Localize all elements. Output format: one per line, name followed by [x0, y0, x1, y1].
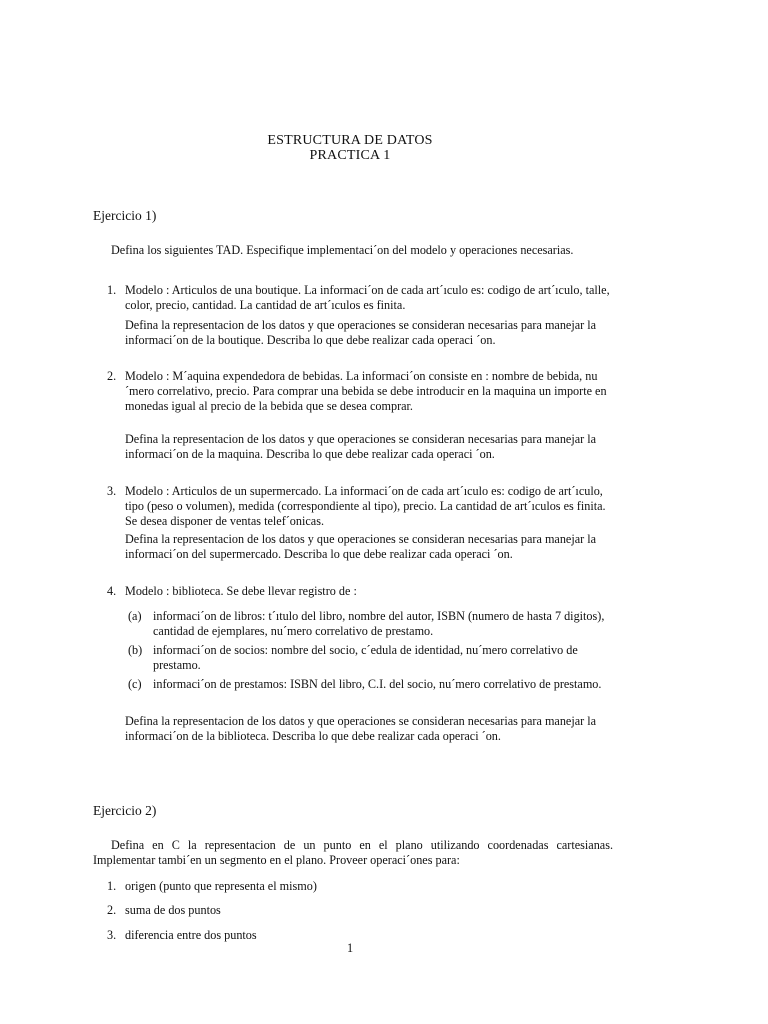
- exercise-2-intro-text: Defina en C la representacion de un punto en el plano utilizando coordenadas cartesianas. Implementar tambi´en un segmento en el plano. Proveer operaci´ones para:: [93, 838, 613, 867]
- item-number: 2.: [107, 903, 117, 917]
- item-text: diferencia entre dos puntos: [125, 928, 257, 942]
- exercise-1-item-4-sub-a: [125, 609, 621, 639]
- exercise-1-item-2: [107, 369, 612, 414]
- item-text: Modelo : Articulos de un supermercado. La informaci´on de cada art´ıculo es: codigo de art´ıculo, tipo (peso o volumen), medida (correspondiente al tipo), precio. La cantidad de art´ıculos es finita. Se desea disponer de ventas telef´onicas.: [125, 484, 606, 528]
- page-number: 1: [346, 941, 354, 955]
- item-text: Modelo : M´aquina expendedora de bebidas. La informaci´on consiste en : nombre de bebida, nu´mero correlativo, precio. Para comprar una bebida se debe introducir en la maquina un importe en monedas igual al precio de la bebida que se desea comprar.: [125, 369, 607, 413]
- exercise-1-item-4-note: Defina la representacion de los datos y que operaciones se consideran necesarias para manejar la informaci´on de la biblioteca. Describa lo que debe realizar cada operaci ´on.: [125, 714, 597, 743]
- exercise-1-item-3: [107, 484, 612, 529]
- exercise-1-item-1-note: Defina la representacion de los datos y que operaciones se consideran necesarias para manejar la informaci´on de la boutique. Describa lo que debe realizar cada operaci ´on.: [125, 318, 597, 347]
- exercise-2-item-2: [107, 903, 612, 918]
- exercise-2-heading: Ejercicio 2): [93, 803, 157, 818]
- exercise-1-intro-text: Defina los siguientes TAD. Especifique implementaci´on del modelo y operaciones necesarias.: [111, 243, 574, 257]
- sub-text: informaci´on de socios: nombre del socio, c´edula de identidad, nu´mero correlativo de prestamo.: [153, 643, 578, 672]
- document-subtitle: PRACTICA 1: [309, 148, 391, 163]
- exercise-1-item-4-sub-b: [125, 643, 621, 673]
- item-text: Modelo : Articulos de una boutique. La informaci´on de cada art´ıculo es: codigo de art´ıculo, talle, color, precio, cantidad. La cantidad de art´ıculos es finita.: [125, 283, 610, 312]
- sub-label: (a): [128, 609, 142, 623]
- item-number: 3.: [107, 484, 117, 498]
- exercise-1-item-1: [107, 283, 612, 313]
- sub-text: informaci´on de libros: t´ıtulo del libro, nombre del autor, ISBN (numero de hasta 7 digitos), cantidad de ejemplares, nu´mero correlativo de prestamo.: [153, 609, 605, 638]
- exercise-1-heading: Ejercicio 1): [93, 208, 157, 223]
- item-number: 3.: [107, 928, 117, 942]
- sub-label: (c): [128, 677, 142, 691]
- item-number: 4.: [107, 584, 117, 598]
- item-text: origen (punto que representa el mismo): [125, 879, 317, 893]
- exercise-1-item-4: [107, 584, 612, 599]
- item-number: 1.: [107, 879, 117, 893]
- item-number: 2.: [107, 369, 117, 383]
- sub-label: (b): [128, 643, 143, 657]
- exercise-1-item-4-sub-c: [125, 677, 621, 692]
- item-text: suma de dos puntos: [125, 903, 221, 917]
- exercise-1-item-3-note: Defina la representacion de los datos y que operaciones se consideran necesarias para manejar la informaci´on del supermercado. Describa lo que debe realizar cada operaci ´on.: [125, 532, 597, 561]
- exercise-1-intro: [93, 243, 613, 258]
- exercise-1-item-2-note: Defina la representacion de los datos y que operaciones se consideran necesarias para manejar la informaci´on de la maquina. Describa lo que debe realizar cada operaci ´on.: [125, 432, 597, 461]
- item-text: Modelo : biblioteca. Se debe llevar registro de :: [125, 584, 357, 598]
- item-number: 1.: [107, 283, 117, 297]
- exercise-2-item-1: [107, 879, 612, 894]
- exercise-2-intro: [93, 838, 613, 868]
- sub-text: informaci´on de prestamos: ISBN del libro, C.I. del socio, nu´mero correlativo de prestamo.: [153, 677, 602, 691]
- document-title: ESTRUCTURA DE DATOS: [267, 133, 433, 148]
